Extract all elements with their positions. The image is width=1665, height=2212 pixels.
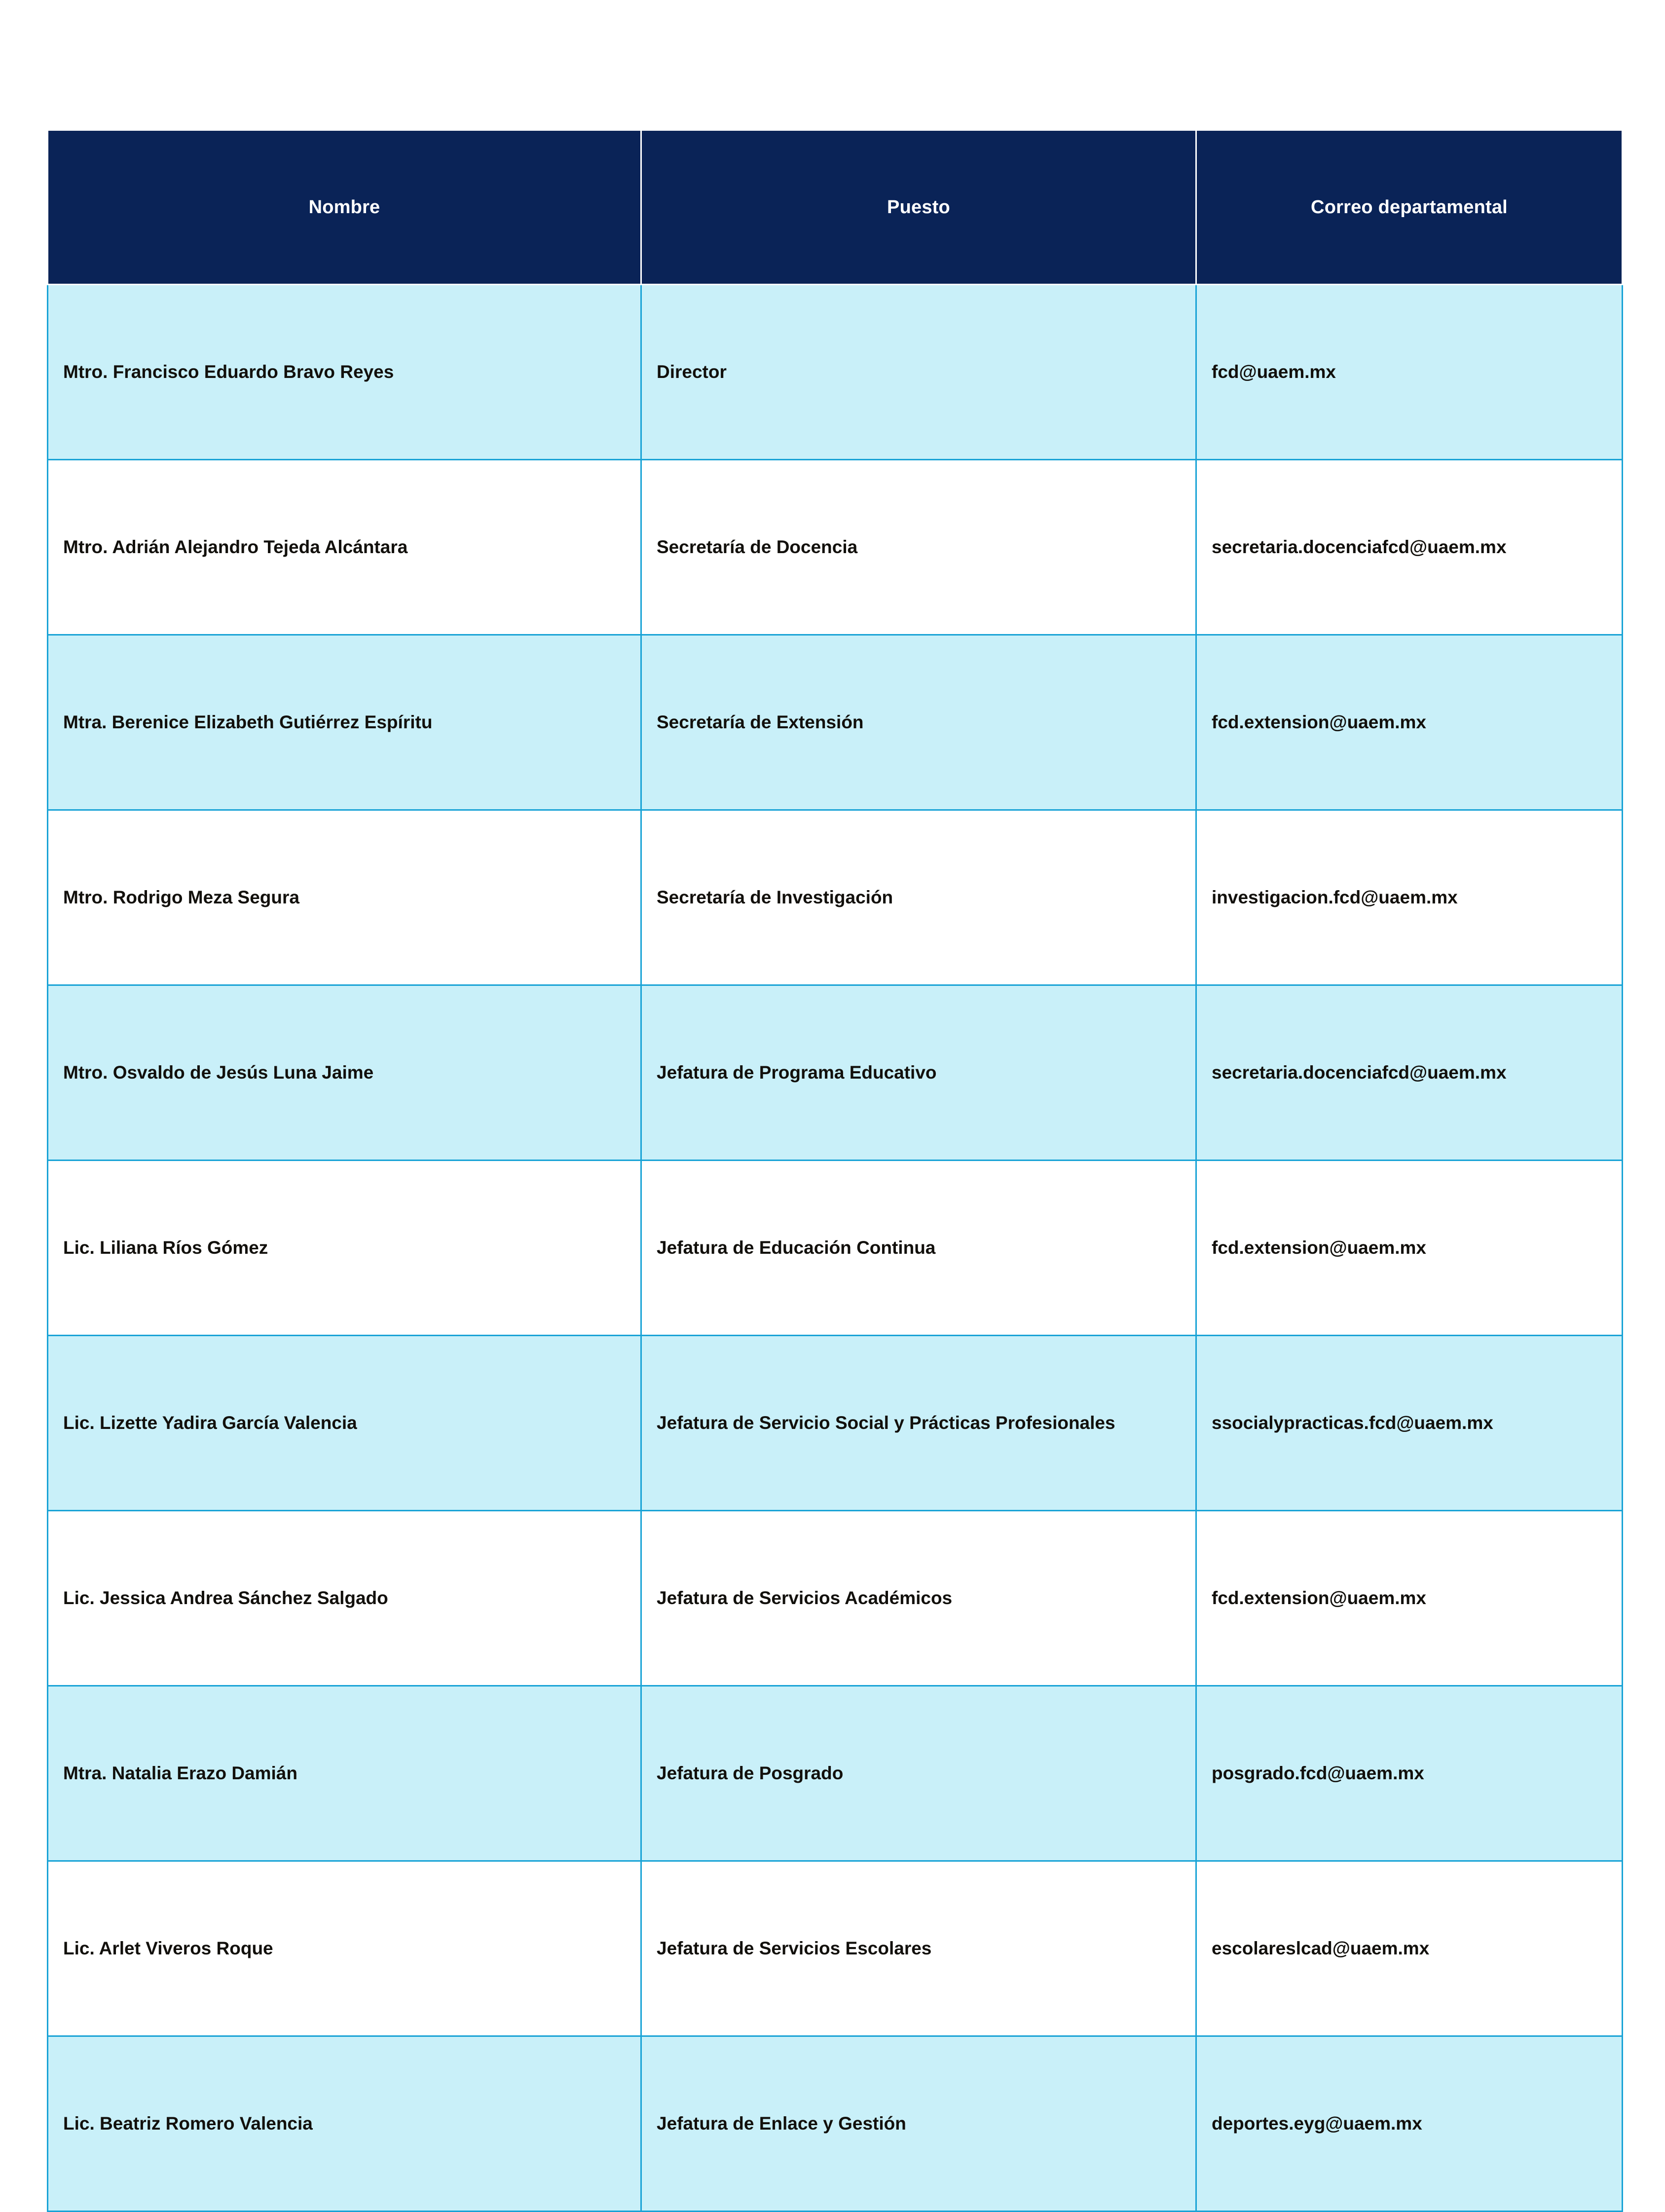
cell-puesto: Director <box>641 285 1196 460</box>
table-row <box>48 1861 1623 2036</box>
cell-puesto: Jefatura de Posgrado <box>641 1686 1196 1861</box>
column-header-nombre: Nombre <box>48 130 641 285</box>
table-row <box>48 1161 1623 1336</box>
cell-correo: secretaria.docenciafcd@uaem.mx <box>1196 985 1623 1161</box>
cell-nombre: Mtra. Berenice Elizabeth Gutiérrez Espíritu <box>48 635 641 810</box>
table-row <box>48 635 1623 810</box>
cell-puesto: Secretaría de Docencia <box>641 460 1196 635</box>
directory-table <box>47 129 1623 2212</box>
table-body <box>48 285 1623 2212</box>
cell-correo: escolareslcad@uaem.mx <box>1196 1861 1623 2036</box>
cell-correo: fcd.extension@uaem.mx <box>1196 1161 1623 1336</box>
cell-nombre: Lic. Arlet Viveros Roque <box>48 1861 641 2036</box>
cell-nombre: Lic. Liliana Ríos Gómez <box>48 1161 641 1336</box>
cell-nombre: Mtra. Natalia Erazo Damián <box>48 1686 641 1861</box>
table-row <box>48 810 1623 985</box>
cell-correo: posgrado.fcd@uaem.mx <box>1196 1686 1623 1861</box>
column-header-puesto: Puesto <box>641 130 1196 285</box>
cell-nombre: Lic. Lizette Yadira García Valencia <box>48 1336 641 1511</box>
table-row <box>48 1511 1623 1686</box>
cell-correo: ssocialypracticas.fcd@uaem.mx <box>1196 1336 1623 1511</box>
cell-correo: fcd.extension@uaem.mx <box>1196 635 1623 810</box>
cell-puesto: Jefatura de Educación Continua <box>641 1161 1196 1336</box>
cell-correo: deportes.eyg@uaem.mx <box>1196 2036 1623 2212</box>
cell-correo: investigacion.fcd@uaem.mx <box>1196 810 1623 985</box>
cell-nombre: Mtro. Adrián Alejandro Tejeda Alcántara <box>48 460 641 635</box>
table-header-row <box>48 130 1623 285</box>
table-row <box>48 285 1623 460</box>
directory-table-container <box>47 129 1622 2212</box>
cell-nombre: Mtro. Francisco Eduardo Bravo Reyes <box>48 285 641 460</box>
table-header <box>48 130 1623 285</box>
cell-correo: fcd.extension@uaem.mx <box>1196 1511 1623 1686</box>
cell-puesto: Jefatura de Servicio Social y Prácticas Profesionales <box>641 1336 1196 1511</box>
cell-nombre: Lic. Jessica Andrea Sánchez Salgado <box>48 1511 641 1686</box>
cell-puesto: Secretaría de Extensión <box>641 635 1196 810</box>
table-row <box>48 1686 1623 1861</box>
cell-nombre: Mtro. Rodrigo Meza Segura <box>48 810 641 985</box>
column-header-correo: Correo departamental <box>1196 130 1623 285</box>
table-row <box>48 985 1623 1161</box>
table-row <box>48 1336 1623 1511</box>
cell-puesto: Jefatura de Enlace y Gestión <box>641 2036 1196 2212</box>
cell-correo: fcd@uaem.mx <box>1196 285 1623 460</box>
table-row <box>48 2036 1623 2212</box>
cell-puesto: Secretaría de Investigación <box>641 810 1196 985</box>
cell-puesto: Jefatura de Servicios Escolares <box>641 1861 1196 2036</box>
cell-puesto: Jefatura de Programa Educativo <box>641 985 1196 1161</box>
cell-nombre: Lic. Beatriz Romero Valencia <box>48 2036 641 2212</box>
table-row <box>48 460 1623 635</box>
cell-nombre: Mtro. Osvaldo de Jesús Luna Jaime <box>48 985 641 1161</box>
cell-correo: secretaria.docenciafcd@uaem.mx <box>1196 460 1623 635</box>
cell-puesto: Jefatura de Servicios Académicos <box>641 1511 1196 1686</box>
